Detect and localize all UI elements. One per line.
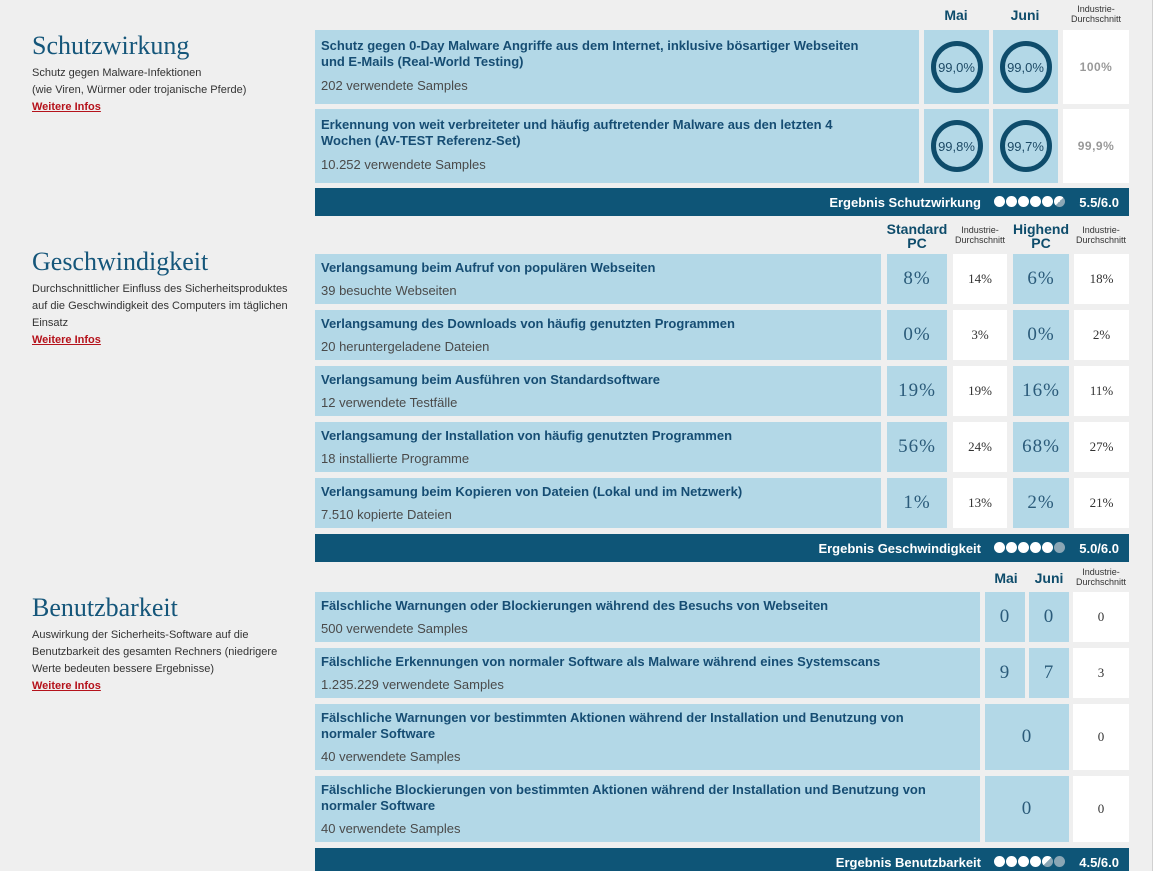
rating-dots bbox=[993, 196, 1065, 207]
rating-dot-full bbox=[1006, 856, 1017, 867]
rating-dot-full bbox=[1030, 542, 1041, 553]
section-title-geschwindigkeit: Geschwindigkeit bbox=[32, 247, 209, 276]
cell-industry-avg bbox=[1063, 30, 1129, 104]
row-title bbox=[321, 117, 832, 149]
result-label: Ergebnis Geschwindigkeit bbox=[818, 541, 981, 556]
avg-value: 27% bbox=[1089, 439, 1114, 454]
row-title bbox=[321, 38, 858, 70]
row-title-line: und E-Mails (Real-World Testing) bbox=[321, 54, 524, 69]
slowdown-value: 8% bbox=[903, 268, 931, 289]
cell-highend-pc bbox=[1013, 310, 1069, 360]
usability-value: 9 bbox=[999, 662, 1011, 683]
col-header-mai: Mai bbox=[944, 7, 968, 23]
rating-dot-full bbox=[1018, 856, 1029, 867]
cell-industry-avg bbox=[1074, 254, 1129, 304]
rating-dot-full bbox=[994, 542, 1005, 553]
cell-highend-pc bbox=[1013, 422, 1069, 472]
col-header-line: PC bbox=[1031, 235, 1051, 251]
row-title: Verlangsamung beim Aufruf von populären Webseiten bbox=[321, 260, 656, 275]
rating-dot-empty bbox=[1054, 856, 1065, 867]
row-title-line: Wochen (AV-TEST Referenz-Set) bbox=[321, 133, 521, 148]
cell-industry-avg bbox=[953, 310, 1007, 360]
result-label: Ergebnis Schutzwirkung bbox=[829, 195, 981, 210]
usability-value: 0 bbox=[1021, 726, 1033, 747]
cell-industry-avg bbox=[1074, 366, 1129, 416]
rating-dot-full bbox=[1006, 196, 1017, 207]
result-score: 4.5/6.0 bbox=[1079, 855, 1119, 870]
desc-line: Durchschnittlicher Einfluss des Sicherheitsproduktes bbox=[32, 283, 288, 295]
row-subtitle: 18 installierte Programme bbox=[321, 451, 470, 466]
cell-standard-pc bbox=[887, 310, 947, 360]
row-subtitle: 202 verwendete Samples bbox=[321, 78, 468, 93]
row-subtitle: 39 besuchte Webseiten bbox=[321, 283, 457, 298]
col-header-line: Industrie- bbox=[961, 225, 999, 235]
desc-line: Auswirkung der Sicherheits-Software auf die bbox=[32, 629, 249, 641]
col-header-mai: Mai bbox=[994, 570, 1018, 586]
cell-industry-avg bbox=[953, 254, 1007, 304]
rating-dots bbox=[993, 856, 1065, 867]
usability-value: 0 bbox=[1021, 798, 1033, 819]
avg-value: 0 bbox=[1097, 609, 1105, 624]
row-title: Verlangsamung beim Ausführen von Standardsoftware bbox=[321, 372, 661, 387]
test-row bbox=[315, 366, 881, 416]
slowdown-value: 0% bbox=[903, 324, 931, 345]
col-header-line: Durchschnitt bbox=[1075, 235, 1127, 245]
cell-highend-pc bbox=[1013, 478, 1069, 528]
cell-industry-avg bbox=[1073, 592, 1129, 642]
percent-ring: 99,0% bbox=[1000, 41, 1052, 93]
slowdown-value: 19% bbox=[898, 380, 936, 401]
cell-standard-pc bbox=[887, 254, 947, 304]
row-subtitle: 7.510 kopierte Dateien bbox=[321, 507, 452, 522]
avg-value: 99,9% bbox=[1077, 139, 1115, 153]
test-row bbox=[315, 422, 881, 472]
row-title: Verlangsamung des Downloads von häufig genutzten Programmen bbox=[321, 316, 735, 331]
avg-value: 100% bbox=[1079, 60, 1113, 74]
row-subtitle: 500 verwendete Samples bbox=[321, 621, 468, 636]
row-title: Verlangsamung der Installation von häufig genutzten Programmen bbox=[321, 428, 733, 443]
test-row bbox=[315, 776, 980, 842]
col-header-line: Standard bbox=[886, 221, 948, 237]
row-title-line: normaler Software bbox=[321, 798, 436, 813]
desc-line: Einsatz bbox=[32, 317, 69, 329]
cell-industry-avg bbox=[1073, 776, 1129, 842]
rating-dot-full bbox=[1030, 856, 1041, 867]
row-subtitle: 40 verwendete Samples bbox=[321, 749, 461, 764]
desc-line: auf die Geschwindigkeit des Computers im täglichen bbox=[32, 300, 288, 312]
col-header-juni: Juni bbox=[1034, 570, 1064, 586]
col-header-industry-avg bbox=[1062, 4, 1130, 24]
col-header-line: Industrie- bbox=[1082, 225, 1120, 235]
col-header-industry-avg bbox=[949, 225, 1011, 245]
result-score: 5.5/6.0 bbox=[1079, 195, 1119, 210]
desc-line: Benutzbarkeit des gesamten Rechners (niedrigere bbox=[32, 646, 278, 658]
section-desc-benutzbarkeit bbox=[32, 627, 297, 678]
cell-standard-pc bbox=[887, 366, 947, 416]
result-score: 5.0/6.0 bbox=[1079, 541, 1119, 556]
section-title-schutzwirkung: Schutzwirkung bbox=[32, 31, 190, 60]
col-header-line: Durchschnitt bbox=[954, 235, 1006, 245]
avg-value: 24% bbox=[968, 439, 992, 454]
rating-dot-full bbox=[994, 196, 1005, 207]
col-header-industry-avg bbox=[1071, 567, 1131, 587]
col-header-standard-pc bbox=[884, 222, 950, 250]
avg-value: 13% bbox=[968, 495, 992, 510]
cell-mai bbox=[985, 648, 1025, 698]
desc-line: Schutz gegen Malware-Infektionen bbox=[32, 67, 202, 79]
row-title bbox=[321, 710, 904, 742]
avg-value: 0 bbox=[1097, 801, 1105, 816]
rating-dot-half bbox=[1042, 856, 1053, 867]
row-subtitle: 20 heruntergeladene Dateien bbox=[321, 339, 490, 354]
row-title-line: Schutz gegen 0-Day Malware Angriffe aus dem Internet, inklusive bösartiger Webseiten bbox=[321, 38, 859, 53]
rating-dots bbox=[993, 542, 1065, 553]
result-bar-benutzbarkeit bbox=[315, 848, 1129, 871]
slowdown-value: 0% bbox=[1027, 324, 1055, 345]
slowdown-value: 68% bbox=[1022, 436, 1060, 457]
usability-value: 7 bbox=[1043, 662, 1055, 683]
row-subtitle: 1.235.229 verwendete Samples bbox=[321, 677, 504, 692]
cell-mai bbox=[924, 109, 989, 183]
row-title: Verlangsamung beim Kopieren von Dateien (Lokal und im Netzwerk) bbox=[321, 484, 743, 499]
slowdown-value: 56% bbox=[898, 436, 936, 457]
avg-value: 18% bbox=[1089, 271, 1114, 286]
cell-juni bbox=[993, 30, 1058, 104]
more-info-link-schutzwirkung[interactable]: Weitere Infos bbox=[32, 101, 101, 113]
result-bar-schutzwirkung bbox=[315, 188, 1129, 216]
rating-dot-full bbox=[1006, 542, 1017, 553]
desc-line: Werte bedeuten bessere Ergebnisse) bbox=[32, 663, 215, 675]
row-title: Fälschliche Warnungen oder Blockierungen während des Besuchs von Webseiten bbox=[321, 598, 829, 613]
row-title bbox=[321, 782, 926, 814]
test-row bbox=[315, 30, 919, 104]
col-header-highend-pc bbox=[1008, 222, 1074, 250]
col-header-industry-avg bbox=[1071, 225, 1131, 245]
cell-standard-pc bbox=[887, 478, 947, 528]
usability-value: 0 bbox=[1043, 606, 1055, 627]
cell-mai bbox=[985, 592, 1025, 642]
rating-dot-full bbox=[1018, 196, 1029, 207]
percent-ring: 99,8% bbox=[931, 120, 983, 172]
result-bar-geschwindigkeit bbox=[315, 534, 1129, 562]
rating-dot-full bbox=[1018, 542, 1029, 553]
row-title-line: Fälschliche Blockierungen von bestimmten Aktionen während der Installation und Benutzung von bbox=[321, 782, 926, 797]
usability-value: 0 bbox=[999, 606, 1011, 627]
row-title: Fälschliche Erkennungen von normaler Software als Malware während eines Systemscans bbox=[321, 654, 881, 669]
cell-industry-avg bbox=[953, 478, 1007, 528]
avg-value: 19% bbox=[968, 383, 992, 398]
col-header-juni: Juni bbox=[1010, 7, 1040, 23]
col-header-line: Industrie- bbox=[1077, 4, 1115, 14]
test-row bbox=[315, 254, 881, 304]
result-label: Ergebnis Benutzbarkeit bbox=[835, 855, 981, 870]
cell-highend-pc bbox=[1013, 366, 1069, 416]
rating-dot-full bbox=[1042, 196, 1053, 207]
cell-industry-avg bbox=[1074, 310, 1129, 360]
avg-value: 14% bbox=[968, 271, 992, 286]
col-header-line: Industrie- bbox=[1082, 567, 1120, 577]
cell-industry-avg bbox=[953, 422, 1007, 472]
cell-industry-avg bbox=[953, 366, 1007, 416]
test-row bbox=[315, 109, 919, 183]
test-row bbox=[315, 310, 881, 360]
col-header-line: PC bbox=[907, 235, 927, 251]
slowdown-value: 1% bbox=[903, 492, 931, 513]
test-row bbox=[315, 478, 881, 528]
cell-industry-avg bbox=[1073, 648, 1129, 698]
cell-juni bbox=[993, 109, 1058, 183]
row-subtitle: 40 verwendete Samples bbox=[321, 821, 461, 836]
row-subtitle: 10.252 verwendete Samples bbox=[321, 157, 486, 172]
row-title-line: normaler Software bbox=[321, 726, 436, 741]
slowdown-value: 16% bbox=[1022, 380, 1060, 401]
row-title-line: Erkennung von weit verbreiteter und häufig auftretender Malware aus den letzten 4 bbox=[321, 117, 833, 132]
cell-industry-avg bbox=[1074, 422, 1129, 472]
cell-mai-juni bbox=[985, 776, 1069, 842]
avg-value: 2% bbox=[1092, 327, 1111, 342]
cell-mai bbox=[924, 30, 989, 104]
cell-mai-juni bbox=[985, 704, 1069, 770]
percent-ring: 99,7% bbox=[1000, 120, 1052, 172]
desc-line: (wie Viren, Würmer oder trojanische Pferde) bbox=[32, 84, 247, 96]
more-info-link-benutzbarkeit[interactable]: Weitere Infos bbox=[32, 680, 101, 692]
avg-value: 3% bbox=[971, 327, 989, 342]
rating-dot-full bbox=[1030, 196, 1041, 207]
percent-ring: 99,0% bbox=[931, 41, 983, 93]
more-info-link-geschwindigkeit[interactable]: Weitere Infos bbox=[32, 334, 101, 346]
rating-dot-full bbox=[1042, 542, 1053, 553]
cell-highend-pc bbox=[1013, 254, 1069, 304]
test-row bbox=[315, 648, 980, 698]
row-title-line: Fälschliche Warnungen vor bestimmten Aktionen während der Installation und Benutzung von bbox=[321, 710, 904, 725]
cell-standard-pc bbox=[887, 422, 947, 472]
avg-value: 21% bbox=[1089, 495, 1114, 510]
avg-value: 11% bbox=[1089, 383, 1114, 398]
avg-value: 0 bbox=[1097, 729, 1105, 744]
cell-industry-avg bbox=[1063, 109, 1129, 183]
slowdown-value: 2% bbox=[1027, 492, 1055, 513]
section-desc-geschwindigkeit bbox=[32, 281, 297, 332]
section-title-benutzbarkeit: Benutzbarkeit bbox=[32, 593, 178, 622]
section-desc-schutzwirkung bbox=[32, 65, 292, 99]
row-subtitle: 12 verwendete Testfälle bbox=[321, 395, 458, 410]
avg-value: 3 bbox=[1097, 665, 1105, 680]
rating-dot-empty bbox=[1054, 542, 1065, 553]
cell-industry-avg bbox=[1073, 704, 1129, 770]
slowdown-value: 6% bbox=[1027, 268, 1055, 289]
col-header-line: Durchschnitt bbox=[1075, 577, 1127, 587]
test-row bbox=[315, 592, 980, 642]
cell-juni bbox=[1029, 648, 1069, 698]
col-header-line: Highend bbox=[1013, 221, 1069, 237]
cell-industry-avg bbox=[1074, 478, 1129, 528]
col-header-line: Durchschnitt bbox=[1070, 14, 1122, 24]
rating-dot-half bbox=[1054, 196, 1065, 207]
cell-juni bbox=[1029, 592, 1069, 642]
test-row bbox=[315, 704, 980, 770]
rating-dot-full bbox=[994, 856, 1005, 867]
